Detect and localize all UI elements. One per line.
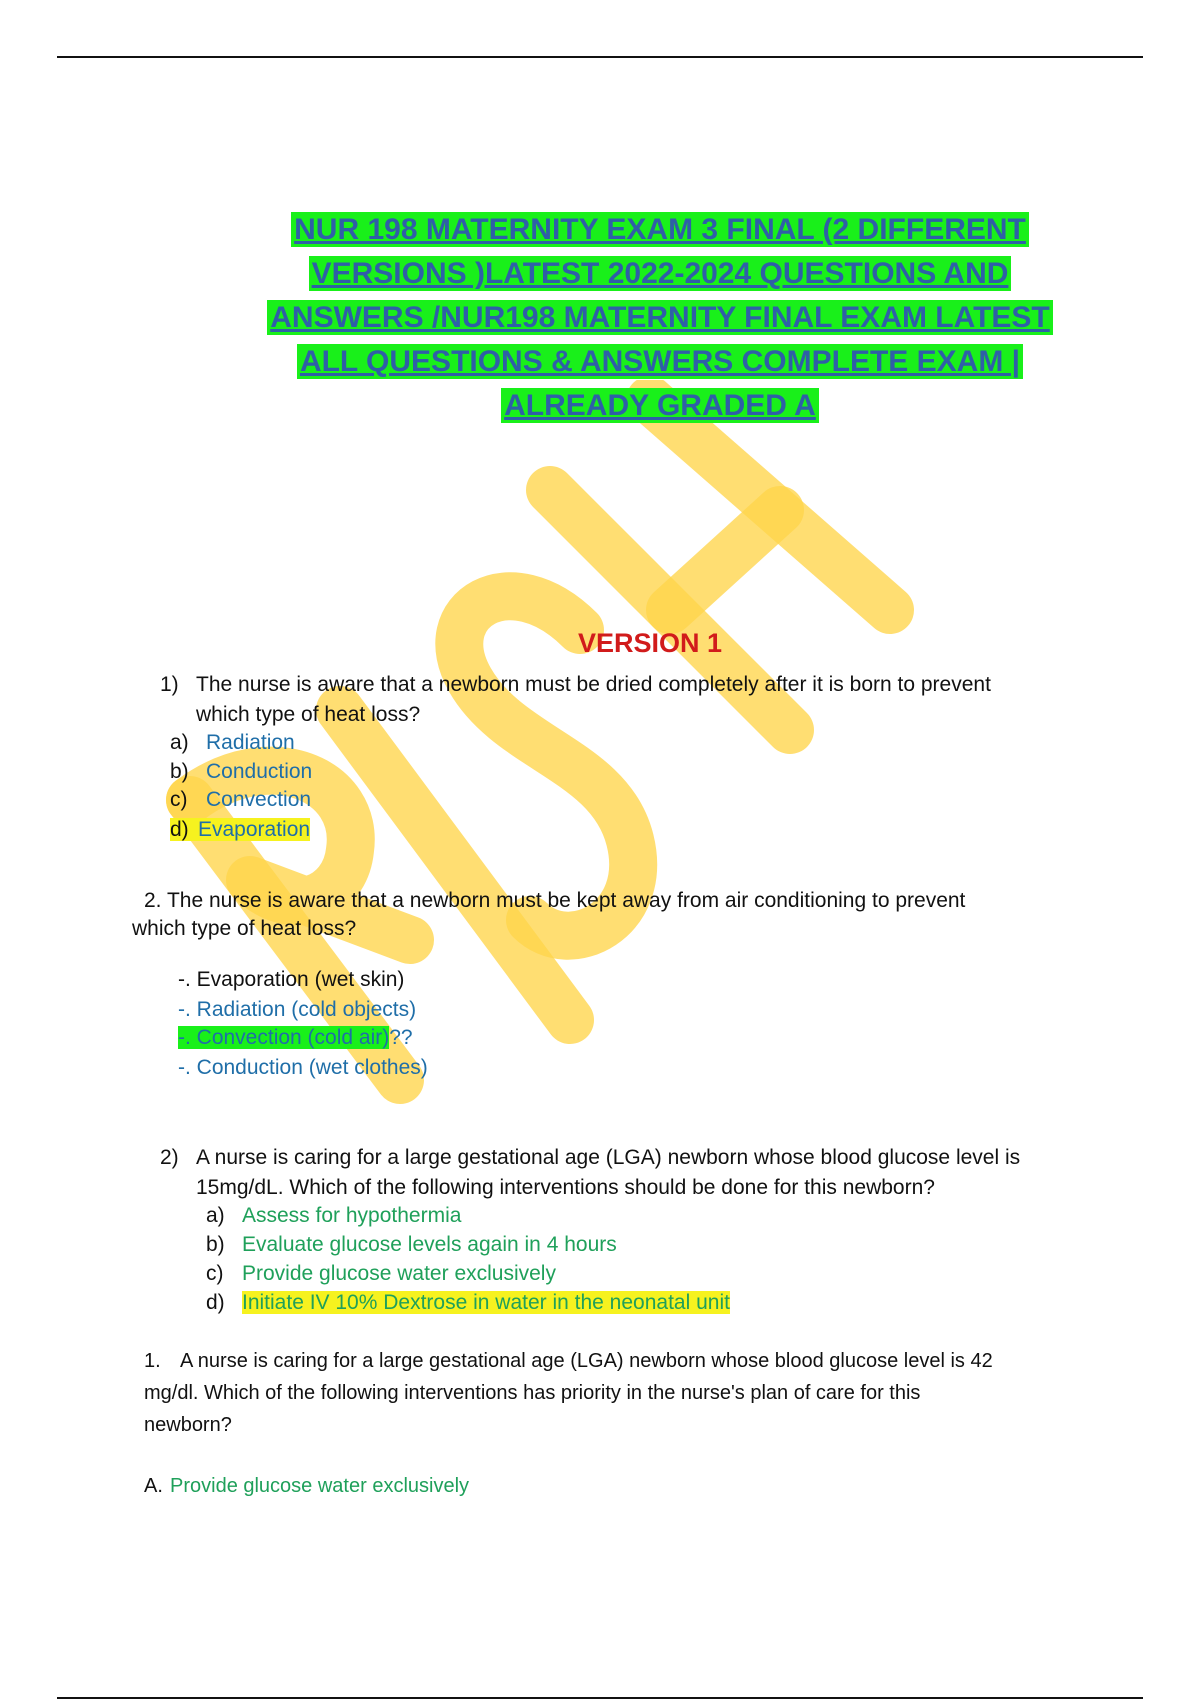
q2-number: 2) [160, 1146, 179, 1169]
q1-option-d [170, 816, 310, 844]
q2-option-d-text: Initiate IV 10% Dextrose in water in the neonatal unit [242, 1291, 730, 1314]
q1-option-d-text: Evaporation [198, 818, 311, 841]
title-line-1: NUR 198 MATERNITY EXAM 3 FINAL (2 DIFFERENT [220, 208, 1100, 252]
title-line-2: VERSIONS )LATEST 2022-2024 QUESTIONS AND [220, 252, 1100, 296]
q1-option-c [170, 786, 311, 814]
q2a-option-2: -. Radiation (cold objects) [178, 998, 417, 1021]
document-title [220, 208, 1100, 428]
q1-option-b [170, 758, 312, 786]
q1-number: 1) [160, 673, 179, 696]
q3-line-1 [144, 1346, 993, 1376]
q2-line-1 [160, 1143, 1020, 1173]
q1-option-c-letter: c) [170, 788, 188, 811]
q1-option-d-highlight [170, 818, 310, 841]
q1-option-a [170, 729, 295, 757]
q2-option-d [206, 1289, 730, 1317]
q3-line-3: newborn? [144, 1414, 232, 1436]
q2-option-c-text: Provide glucose water exclusively [242, 1262, 556, 1285]
q2a-option-1: -. Evaporation (wet skin) [178, 968, 405, 991]
q2-option-b-text: Evaluate glucose levels again in 4 hours [242, 1233, 617, 1256]
q1-option-a-letter: a) [170, 731, 189, 754]
q2-option-b [206, 1231, 617, 1259]
q2-option-b-letter: b) [206, 1233, 225, 1256]
q1-option-b-letter: b) [170, 760, 189, 783]
q2-line-2: 15mg/dL. Which of the following interventions should be done for this newborn? [196, 1176, 935, 1199]
title-line-4: ALL QUESTIONS & ANSWERS COMPLETE EXAM | [220, 340, 1100, 384]
q1-text: The nurse is aware that a newborn must be dried completely after it is born to prevent [196, 673, 991, 696]
q2-option-d-letter: d) [206, 1291, 225, 1314]
q2-option-c [206, 1260, 556, 1288]
title-line-3: ANSWERS /NUR198 MATERNITY FINAL EXAM LATEST [220, 296, 1100, 340]
q2-option-c-letter: c) [206, 1262, 224, 1285]
q2a-option-4: -. Conduction (wet clothes) [178, 1056, 428, 1079]
q1-option-a-text: Radiation [206, 731, 295, 754]
q2-option-a-text: Assess for hypothermia [242, 1204, 462, 1227]
q2a-option-3-text: -. Convection (cold air) [178, 1026, 390, 1049]
q1-line-1 [160, 670, 991, 700]
q1-line-2: which type of heat loss? [196, 703, 421, 726]
q2-text: A nurse is caring for a large gestational age (LGA) newborn whose blood glucose level is [196, 1146, 1021, 1169]
q2-option-a-letter: a) [206, 1204, 225, 1227]
q2a-option-3 [178, 1024, 413, 1052]
q3-answer-text: Provide glucose water exclusively [170, 1475, 470, 1497]
q2a-option-3-suffix: ?? [389, 1026, 413, 1049]
q2-option-a [206, 1202, 461, 1230]
q1-option-c-text: Convection [206, 788, 312, 811]
q3-answer-letter: A. [144, 1475, 163, 1497]
q2a-line-1: 2. The nurse is aware that a newborn must be kept away from air conditioning to prevent [144, 889, 966, 912]
version-heading: VERSION 1 [577, 628, 723, 658]
q1-option-d-letter: d) [170, 818, 189, 841]
q3-answer [144, 1472, 469, 1500]
title-line-5: ALREADY GRADED A [220, 384, 1100, 428]
q1-option-b-text: Conduction [206, 760, 313, 783]
q2a-line-2: which type of heat loss? [132, 917, 357, 940]
q3-number: 1. [144, 1350, 161, 1372]
q3-line-2: mg/dl. Which of the following interventions has priority in the nurse's plan of care for this [144, 1382, 921, 1404]
q3-text: A nurse is caring for a large gestational age (LGA) newborn whose blood glucose level is 42 [180, 1350, 993, 1372]
